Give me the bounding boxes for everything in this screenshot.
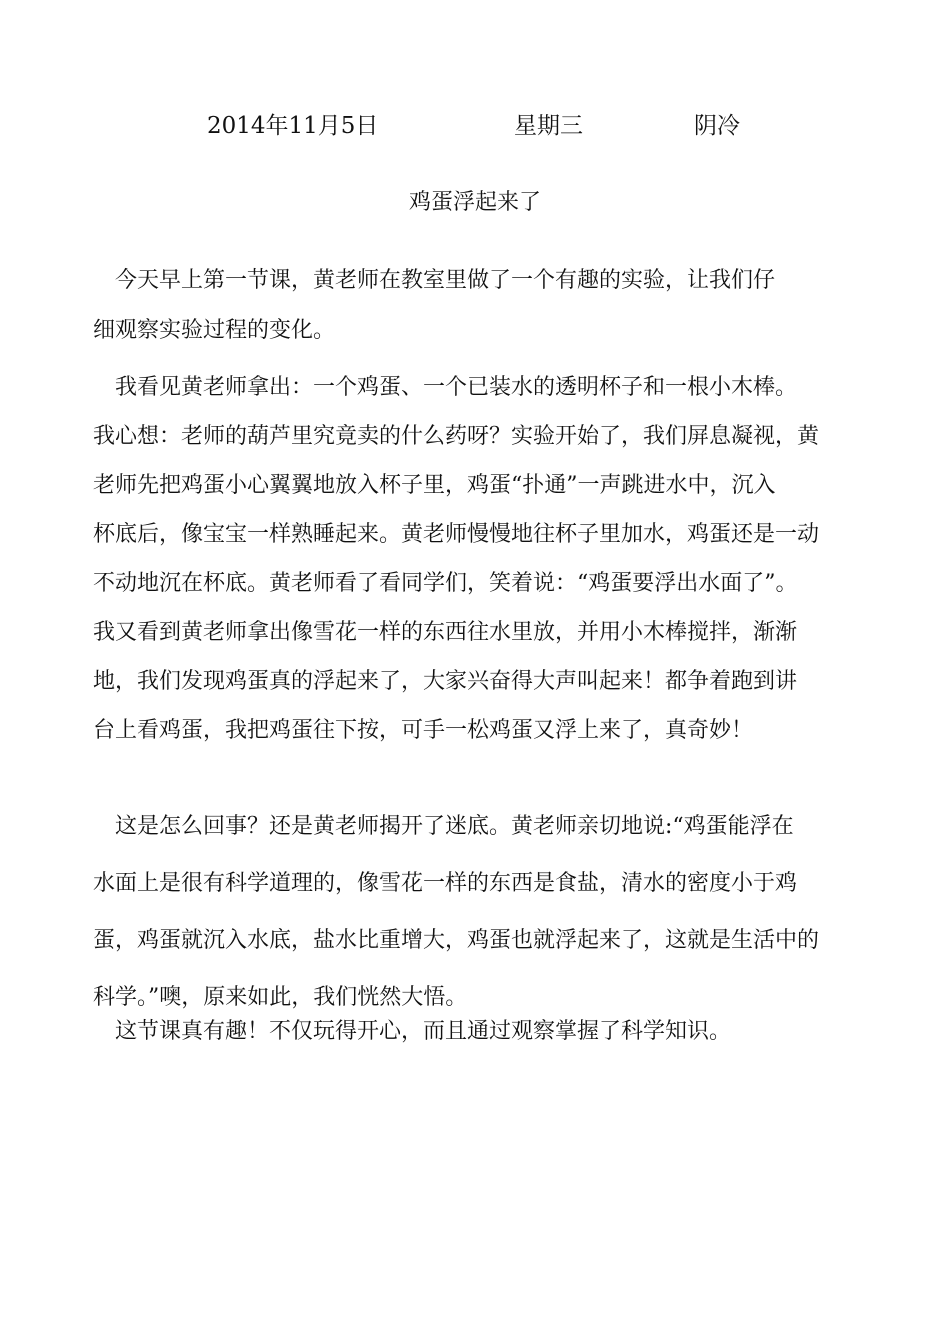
paragraph-4: [93, 1012, 859, 1052]
diary-date: 2014年11月5日: [207, 113, 379, 139]
paragraph-3: [93, 798, 859, 1026]
paragraph-line: 水面上是很有科学道理的，像雪花一样的东西是食盐，清水的密度小于鸡: [93, 871, 798, 896]
paragraph-line: 我看见黄老师拿出：一个鸡蛋、一个已装水的透明杯子和一根小木棒。: [93, 375, 798, 400]
paragraph-2: [93, 363, 859, 755]
paragraph-line: 今天早上第一节课，黄老师在教室里做了一个有趣的实验，让我们仔: [93, 268, 776, 293]
essay-title: 鸡蛋浮起来了: [408, 190, 541, 215]
paragraph-line: 我又看到黄老师拿出像雪花一样的东西往水里放，并用小木棒搅拌，渐渐: [93, 620, 798, 645]
diary-weekday: 星期三: [514, 113, 583, 139]
paragraph-line: 杯底后，像宝宝一样熟睡起来。黄老师慢慢地往杯子里加水，鸡蛋还是一动: [93, 522, 820, 547]
diary-weather: 阴冷: [694, 113, 740, 139]
paragraph-line: 我心想：老师的葫芦里究竟卖的什么药呀？实验开始了，我们屏息凝视，黄: [93, 424, 820, 449]
paragraph-line: 老师先把鸡蛋小心翼翼地放入杯子里，鸡蛋“扑通”一声跳进水中，沉入: [93, 473, 776, 498]
paragraph-line: 蛋，鸡蛋就沉入水底，盐水比重增大，鸡蛋也就浮起来了，这就是生活中的: [93, 928, 820, 953]
paragraph-line: 地，我们发现鸡蛋真的浮起来了，大家兴奋得大声叫起来！都争着跑到讲: [93, 669, 798, 694]
paragraph-line: 科学。”噢，原来如此，我们恍然大悟。: [93, 985, 468, 1010]
paragraph-1: [93, 256, 859, 356]
paragraph-line: 不动地沉在杯底。黄老师看了看同学们，笑着说：“鸡蛋要浮出水面了”。: [93, 571, 798, 596]
paragraph-line: 台上看鸡蛋，我把鸡蛋往下按，可手一松鸡蛋又浮上来了，真奇妙！: [93, 718, 754, 743]
paragraph-line: 细观察实验过程的变化。: [93, 318, 336, 343]
paragraph-line: 这是怎么回事？还是黄老师揭开了迷底。黄老师亲切地说:“鸡蛋能浮在: [93, 814, 794, 839]
diary-header: [0, 108, 950, 144]
paragraph-line: 这节课真有趣！不仅玩得开心，而且通过观察掌握了科学知识。: [93, 1019, 732, 1044]
